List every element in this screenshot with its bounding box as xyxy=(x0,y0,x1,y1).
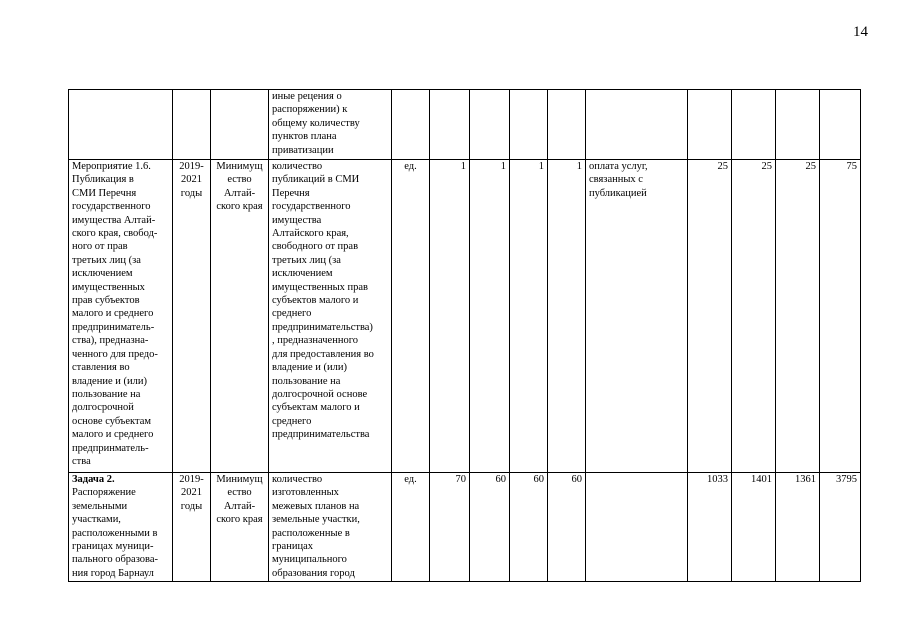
cell-value-4: 1 xyxy=(548,160,586,473)
cell-finance-1 xyxy=(688,90,732,160)
cell-finance-3: 25 xyxy=(776,160,820,473)
cell-value-2: 60 xyxy=(470,473,510,582)
cell-value-4: 60 xyxy=(548,473,586,582)
cell-value-1: 1 xyxy=(430,160,470,473)
cell-executor: Минимущ ество Алтай- ского края xyxy=(211,473,269,582)
cell-unit xyxy=(392,90,430,160)
cell-finance-1: 1033 xyxy=(688,473,732,582)
cell-indicator: иные рецения о распоряжении) к общему количеству пунктов плана приватизации xyxy=(269,90,392,160)
cell-finance-total xyxy=(820,90,861,160)
cell-unit: ед. xyxy=(392,160,430,473)
table-row xyxy=(69,90,861,160)
cell-years: 2019- 2021 годы xyxy=(173,160,211,473)
cell-indicator: количество изготовленных межевых планов на земельные участки, расположенные в границах муниципального образования город xyxy=(269,473,392,582)
cell-value-1 xyxy=(430,90,470,160)
cell-finance-2: 25 xyxy=(732,160,776,473)
cell-years: 2019- 2021 годы xyxy=(173,473,211,582)
cell-expense xyxy=(586,90,688,160)
cell-value-3: 1 xyxy=(510,160,548,473)
cell-finance-2: 1401 xyxy=(732,473,776,582)
cell-value-1: 70 xyxy=(430,473,470,582)
cell-finance-3: 1361 xyxy=(776,473,820,582)
cell-executor: Минимущ ество Алтай- ского края xyxy=(211,160,269,473)
cell-expense: оплата услуг, связанных с публикацией xyxy=(586,160,688,473)
cell-value-2: 1 xyxy=(470,160,510,473)
cell-title xyxy=(69,90,173,160)
cell-value-3: 60 xyxy=(510,473,548,582)
cell-indicator: количество публикаций в СМИ Перечня государственного имущества Алтайского края, свободного от прав третьих лиц (за исключением имущественных прав субъектов малого и среднего предпринимательства) , предназначенного для предоставления во владение и (или) пользование на долгосрочной основе субъектам малого и среднего предпринимательства xyxy=(269,160,392,473)
cell-finance-total: 3795 xyxy=(820,473,861,582)
cell-title: Мероприятие 1.6. Публикация в СМИ Перечня государственного имущества Алтай- ского края, свобод- ного от прав третьих лиц (за исключением имущественных прав субъектов малого и среднего предприниматель- ства), предназна- ченного для предо- ставления во владение и (или) пользование на долгосрочной основе субъектам малого и среднего предпринматель- ства xyxy=(69,160,173,473)
task-description: Распоряжение земельными участками, расположенными в границах муници- пального образова- ния город Барнаул xyxy=(72,487,159,579)
cell-finance-2 xyxy=(732,90,776,160)
table-row xyxy=(69,473,861,582)
cell-finance-total: 75 xyxy=(820,160,861,473)
cell-finance-1: 25 xyxy=(688,160,732,473)
cell-years xyxy=(173,90,211,160)
page-number: 14 xyxy=(853,24,868,40)
cell-finance-3 xyxy=(776,90,820,160)
task-heading: Задача 2. xyxy=(72,474,115,485)
cell-executor xyxy=(211,90,269,160)
cell-unit: ед. xyxy=(392,473,430,582)
cell-value-3 xyxy=(510,90,548,160)
cell-value-2 xyxy=(470,90,510,160)
cell-value-4 xyxy=(548,90,586,160)
cell-title xyxy=(69,473,173,582)
table-row xyxy=(69,160,861,473)
program-table xyxy=(68,89,861,582)
cell-expense xyxy=(586,473,688,582)
